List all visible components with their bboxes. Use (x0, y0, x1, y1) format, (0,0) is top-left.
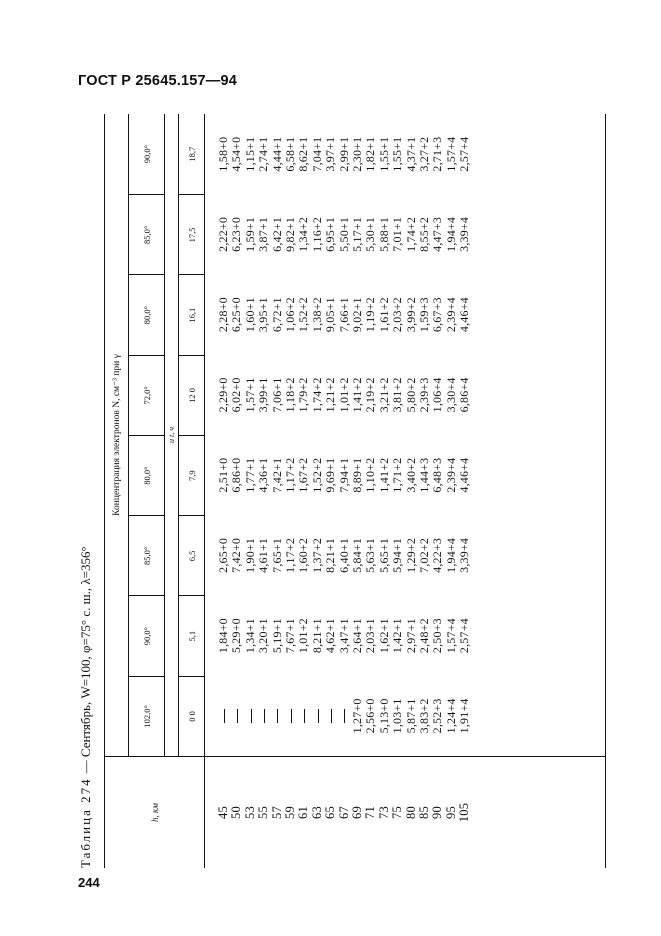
concentration-cell: 7,42+1 (269, 457, 284, 493)
concentration-cell: 3,40+2 (403, 457, 418, 493)
concentration-cell: 1,57+4 (443, 618, 458, 654)
concentration-cell: 1,06+2 (283, 297, 297, 333)
data-column-3 (205, 435, 605, 515)
angle-header-2: 85,0° (129, 515, 164, 595)
empty-dash-cell (338, 676, 351, 756)
concentration-cell: 4,36+1 (256, 457, 271, 493)
zenith-angle-header-row (129, 114, 165, 756)
concentration-cell: 1,17+2 (283, 457, 297, 493)
dash-mark (344, 709, 345, 723)
concentration-cell: 1,94+4 (443, 216, 458, 252)
concentration-cell: 3,99+2 (403, 297, 418, 333)
concentration-cell: 1,37+2 (309, 537, 324, 573)
concentration-cell: 1,03+1 (390, 698, 405, 734)
concentration-cell: 2,50+3 (430, 618, 445, 654)
angle-header-1: 90,0° (129, 596, 164, 676)
concentration-cell: 9,69+1 (323, 457, 338, 493)
concentration-cell: 1,52+2 (296, 297, 311, 333)
data-column-2 (205, 515, 605, 595)
concentration-cell: 5,65+1 (376, 537, 391, 573)
concentration-cell: 7,65+1 (269, 537, 284, 573)
concentration-cell: 5,63+1 (363, 537, 378, 573)
dash-mark (251, 709, 252, 723)
concentration-cell: 3,97+1 (323, 136, 338, 172)
concentration-cell: 1,91+4 (457, 698, 472, 734)
concentration-cell: 1,27+0 (350, 698, 364, 734)
concentration-cell: 1,42+1 (390, 618, 405, 654)
concentration-cell: 2,03+2 (390, 297, 405, 333)
document-header: ГОСТ Р 25645.157—94 (78, 73, 237, 89)
concentration-cell: 1,52+2 (309, 457, 324, 493)
concentration-cell: 3,81+2 (390, 377, 405, 413)
concentration-cell: 1,29+2 (403, 537, 418, 573)
concentration-cell: 1,55+1 (376, 136, 391, 172)
concentration-cell: 6,67+3 (430, 297, 445, 333)
time-header: и t, ч (165, 114, 179, 756)
concentration-cell: 2,97+1 (403, 618, 418, 654)
concentration-cell: 1,57+4 (443, 136, 458, 172)
altitude-cell: 67 (336, 806, 351, 819)
time-header-row (179, 114, 205, 756)
concentration-cell: 2,51+0 (216, 457, 230, 493)
concentration-cell: 5,84+1 (350, 537, 364, 573)
concentration-cell: 7,02+2 (417, 537, 431, 573)
concentration-cell: 3,83+2 (417, 698, 431, 734)
data-table (104, 114, 606, 868)
concentration-cell: 1,82+1 (363, 136, 378, 172)
concentration-cell: 1,01+2 (336, 377, 351, 413)
concentration-cell: 1,24+4 (443, 698, 458, 734)
concentration-cell: 6,25+0 (229, 297, 244, 333)
concentration-cell: 1,57+1 (242, 377, 257, 413)
concentration-cell: 2,03+1 (363, 618, 378, 654)
altitude-cell: 69 (350, 806, 364, 819)
concentration-cell: 7,66+1 (336, 297, 351, 333)
data-column-5 (205, 275, 605, 355)
concentration-cell: 4,37+1 (403, 136, 418, 172)
concentration-cell: 6,58+1 (283, 136, 297, 172)
altitude-cell: 45 (216, 806, 230, 819)
concentration-cell: 8,62+1 (296, 136, 311, 172)
concentration-cell: 3,21+2 (376, 377, 391, 413)
concentration-cell: 4,47+3 (430, 216, 445, 252)
concentration-cell: 4,62+1 (323, 618, 338, 654)
concentration-cell: 1,44+3 (417, 457, 431, 493)
concentration-cell: 2,29+0 (216, 377, 230, 413)
concentration-cell: 1,90+1 (242, 537, 257, 573)
concentration-cell: 6,40+1 (336, 537, 351, 573)
concentration-cell: 2,28+0 (216, 297, 230, 333)
concentration-cell: 1,21+2 (323, 377, 338, 413)
concentration-cell: 1,67+2 (296, 457, 311, 493)
concentration-cell: 6,86+4 (457, 377, 472, 413)
concentration-cell: 1,94+4 (443, 537, 458, 573)
altitude-cell: 105 (457, 802, 472, 823)
time-header-5: 16,1 (179, 275, 204, 355)
angle-header-6: 85,0° (129, 194, 164, 274)
concentration-cell: 4,46+4 (457, 457, 472, 493)
time-header-0: 0 0 (179, 676, 204, 756)
concentration-cell: 2,57+4 (457, 618, 472, 654)
dash-mark (291, 709, 292, 723)
angle-header-3: 80,0° (129, 435, 164, 515)
concentration-cell: 4,44+1 (269, 136, 284, 172)
concentration-cell: 5,87+1 (403, 698, 418, 734)
concentration-cell: 8,21+1 (309, 618, 324, 654)
concentration-cell: 1,18+2 (283, 377, 297, 413)
concentration-cell: 5,80+2 (403, 377, 418, 413)
concentration-cell: 1,74+2 (309, 377, 324, 413)
concentration-cell: 9,02+1 (350, 297, 364, 333)
altitude-cell: 73 (376, 806, 391, 819)
concentration-cell: 1,41+2 (376, 457, 391, 493)
concentration-cell: 1,10+2 (363, 457, 378, 493)
empty-dash-cell (257, 676, 270, 756)
concentration-cell: 7,01+1 (390, 216, 405, 252)
table-caption-label: Таблица 274 (78, 777, 93, 868)
concentration-cell: 2,52+3 (430, 698, 445, 734)
dash-mark (237, 709, 238, 723)
concentration-cell: 8,21+1 (323, 537, 338, 573)
time-header-1: 5,1 (179, 596, 204, 676)
altitude-cell: 59 (283, 806, 297, 819)
altitude-cell: 65 (323, 806, 338, 819)
concentration-cell: 6,86+0 (229, 457, 244, 493)
concentration-cell: 6,23+0 (229, 216, 244, 252)
concentration-cell: 1,60+1 (242, 297, 257, 333)
concentration-cell: 5,30+1 (363, 216, 378, 252)
concentration-cell: 2,22+0 (216, 216, 230, 252)
concentration-cell: 1,58+0 (216, 136, 230, 172)
concentration-cell: 1,59+1 (242, 216, 257, 252)
altitude-column-header: h, км (105, 756, 205, 868)
data-column-6 (205, 194, 605, 274)
concentration-cell: 6,02+0 (229, 377, 244, 413)
altitude-cell: 80 (403, 806, 418, 819)
concentration-cell: 8,55+2 (417, 216, 431, 252)
concentration-cell: 6,48+3 (430, 457, 445, 493)
altitude-cell: 85 (417, 806, 431, 819)
concentration-cell: 1,41+2 (350, 377, 364, 413)
concentration-cell: 5,29+0 (229, 618, 244, 654)
concentration-cell: 9,05+1 (323, 297, 338, 333)
concentration-cell: 1,59+3 (417, 297, 431, 333)
time-header-2: 6,5 (179, 515, 204, 595)
concentration-cell: 3,27+2 (417, 136, 431, 172)
concentration-cell: 5,19+1 (269, 618, 284, 654)
empty-dash-cell (271, 676, 284, 756)
concentration-cell: 1,55+1 (390, 136, 405, 172)
concentration-cell: 1,60+2 (296, 537, 311, 573)
data-column-0 (205, 676, 605, 756)
altitude-cell: 55 (256, 806, 271, 819)
data-column-4 (205, 355, 605, 435)
concentration-cell: 1,77+1 (242, 457, 257, 493)
altitude-cell: 90 (430, 806, 445, 819)
concentration-cell: 3,99+1 (256, 377, 271, 413)
time-header-6: 17,5 (179, 194, 204, 274)
concentration-cell: 2,19+2 (363, 377, 378, 413)
concentration-cell: 3,39+4 (457, 216, 472, 252)
concentration-cell: 7,42+0 (229, 537, 244, 573)
concentration-cell: 2,99+1 (336, 136, 351, 172)
concentration-cell: 1,17+2 (283, 537, 297, 573)
concentration-cell: 1,74+2 (403, 216, 418, 252)
altitude-cell: 53 (242, 806, 257, 819)
concentration-cell: 2,48+2 (417, 618, 431, 654)
concentration-cell: 7,06+1 (269, 377, 284, 413)
table-caption-text: — Сентябрь, W=100, φ=75° с. ш., λ=356° (78, 546, 93, 774)
concentration-cell: 1,19+2 (363, 297, 378, 333)
concentration-group-header: Концентрация электронов N, см⁻³ при γ (105, 114, 129, 756)
dash-mark (318, 709, 319, 723)
concentration-cell: 1,34+1 (242, 618, 257, 654)
concentration-cell: 1,61+2 (376, 297, 391, 333)
concentration-cell: 3,47+1 (336, 618, 351, 654)
concentration-cell: 8,89+1 (350, 457, 364, 493)
concentration-cell: 2,74+1 (256, 136, 271, 172)
concentration-cell: 3,20+1 (256, 618, 271, 654)
concentration-cell: 2,56+0 (363, 698, 378, 734)
empty-dash-cell (297, 676, 310, 756)
concentration-cell: 4,22+3 (430, 537, 445, 573)
concentration-cell: 1,84+0 (216, 618, 230, 654)
data-column-7 (205, 114, 605, 194)
concentration-cell: 5,94+1 (390, 537, 405, 573)
concentration-cell: 2,57+4 (457, 136, 472, 172)
concentration-cell: 5,88+1 (376, 216, 391, 252)
altitude-cell: 63 (309, 806, 324, 819)
time-header-7: 18,7 (186, 146, 197, 162)
concentration-cell: 1,34+2 (296, 216, 311, 252)
concentration-cell: 6,95+1 (323, 216, 338, 252)
empty-dash-cell (311, 676, 324, 756)
dash-mark (224, 709, 225, 723)
empty-dash-cell (230, 676, 243, 756)
concentration-cell: 5,13+0 (376, 698, 391, 734)
concentration-cell: 4,46+4 (457, 297, 472, 333)
concentration-cell: 5,17+1 (350, 216, 364, 252)
dash-mark (331, 709, 332, 723)
empty-dash-cell (324, 676, 337, 756)
altitude-cell: 95 (443, 806, 458, 819)
concentration-cell: 4,61+1 (256, 537, 271, 573)
concentration-cell: 7,67+1 (283, 618, 297, 654)
concentration-cell: 6,42+1 (269, 216, 284, 252)
concentration-cell: 6,72+1 (269, 297, 284, 333)
concentration-cell: 1,62+1 (376, 618, 391, 654)
empty-dash-cell (244, 676, 257, 756)
page-number: 244 (78, 875, 100, 890)
dash-mark (304, 709, 305, 723)
concentration-cell: 1,06+4 (430, 377, 445, 413)
concentration-cell: 1,16+2 (309, 216, 324, 252)
altitude-cell: 50 (229, 806, 244, 819)
rotated-table-block (74, 108, 610, 868)
concentration-cell: 5,50+1 (336, 216, 351, 252)
angle-header-5: 80,0° (129, 275, 164, 355)
time-header-4: 12 0 (179, 355, 204, 435)
concentration-cell: 2,65+0 (216, 537, 230, 573)
time-header-3: 7,9 (179, 435, 204, 515)
data-column-1 (205, 596, 605, 676)
concentration-cell: 3,87+1 (256, 216, 271, 252)
concentration-cell: 1,01+2 (296, 618, 311, 654)
concentration-cell: 1,15+1 (242, 136, 257, 172)
concentration-cell: 2,39+4 (443, 457, 458, 493)
altitude-cell: 71 (363, 806, 378, 819)
concentration-cell: 2,64+1 (350, 618, 364, 654)
concentration-cell: 1,79+2 (296, 377, 311, 413)
concentration-cell: 2,39+4 (443, 297, 458, 333)
dash-mark (277, 709, 278, 723)
concentration-cell: 1,38+2 (309, 297, 324, 333)
concentration-cell: 4,54+0 (229, 136, 244, 172)
altitude-column (205, 756, 605, 868)
concentration-cell: 3,39+4 (457, 537, 472, 573)
concentration-cell: 9,82+1 (283, 216, 297, 252)
angle-header-7: 90,0° (141, 144, 152, 164)
concentration-cell: 1,71+2 (390, 457, 405, 493)
altitude-cell: 57 (269, 806, 284, 819)
table-caption (74, 546, 98, 868)
angle-header-4: 72,0° (129, 355, 164, 435)
angle-header-0: 102,0° (129, 676, 164, 756)
altitude-cell: 75 (390, 806, 405, 819)
altitude-cell: 61 (296, 806, 311, 819)
concentration-cell: 2,30+1 (350, 136, 364, 172)
concentration-cell: 3,95+1 (256, 297, 271, 333)
concentration-cell: 2,71+3 (430, 136, 445, 172)
empty-dash-cell (217, 676, 230, 756)
dash-mark (264, 709, 265, 723)
concentration-cell: 7,94+1 (336, 457, 351, 493)
empty-dash-cell (284, 676, 297, 756)
concentration-cell: 2,39+3 (417, 377, 431, 413)
concentration-cell: 7,04+1 (309, 136, 324, 172)
concentration-cell: 3,30+4 (443, 377, 458, 413)
